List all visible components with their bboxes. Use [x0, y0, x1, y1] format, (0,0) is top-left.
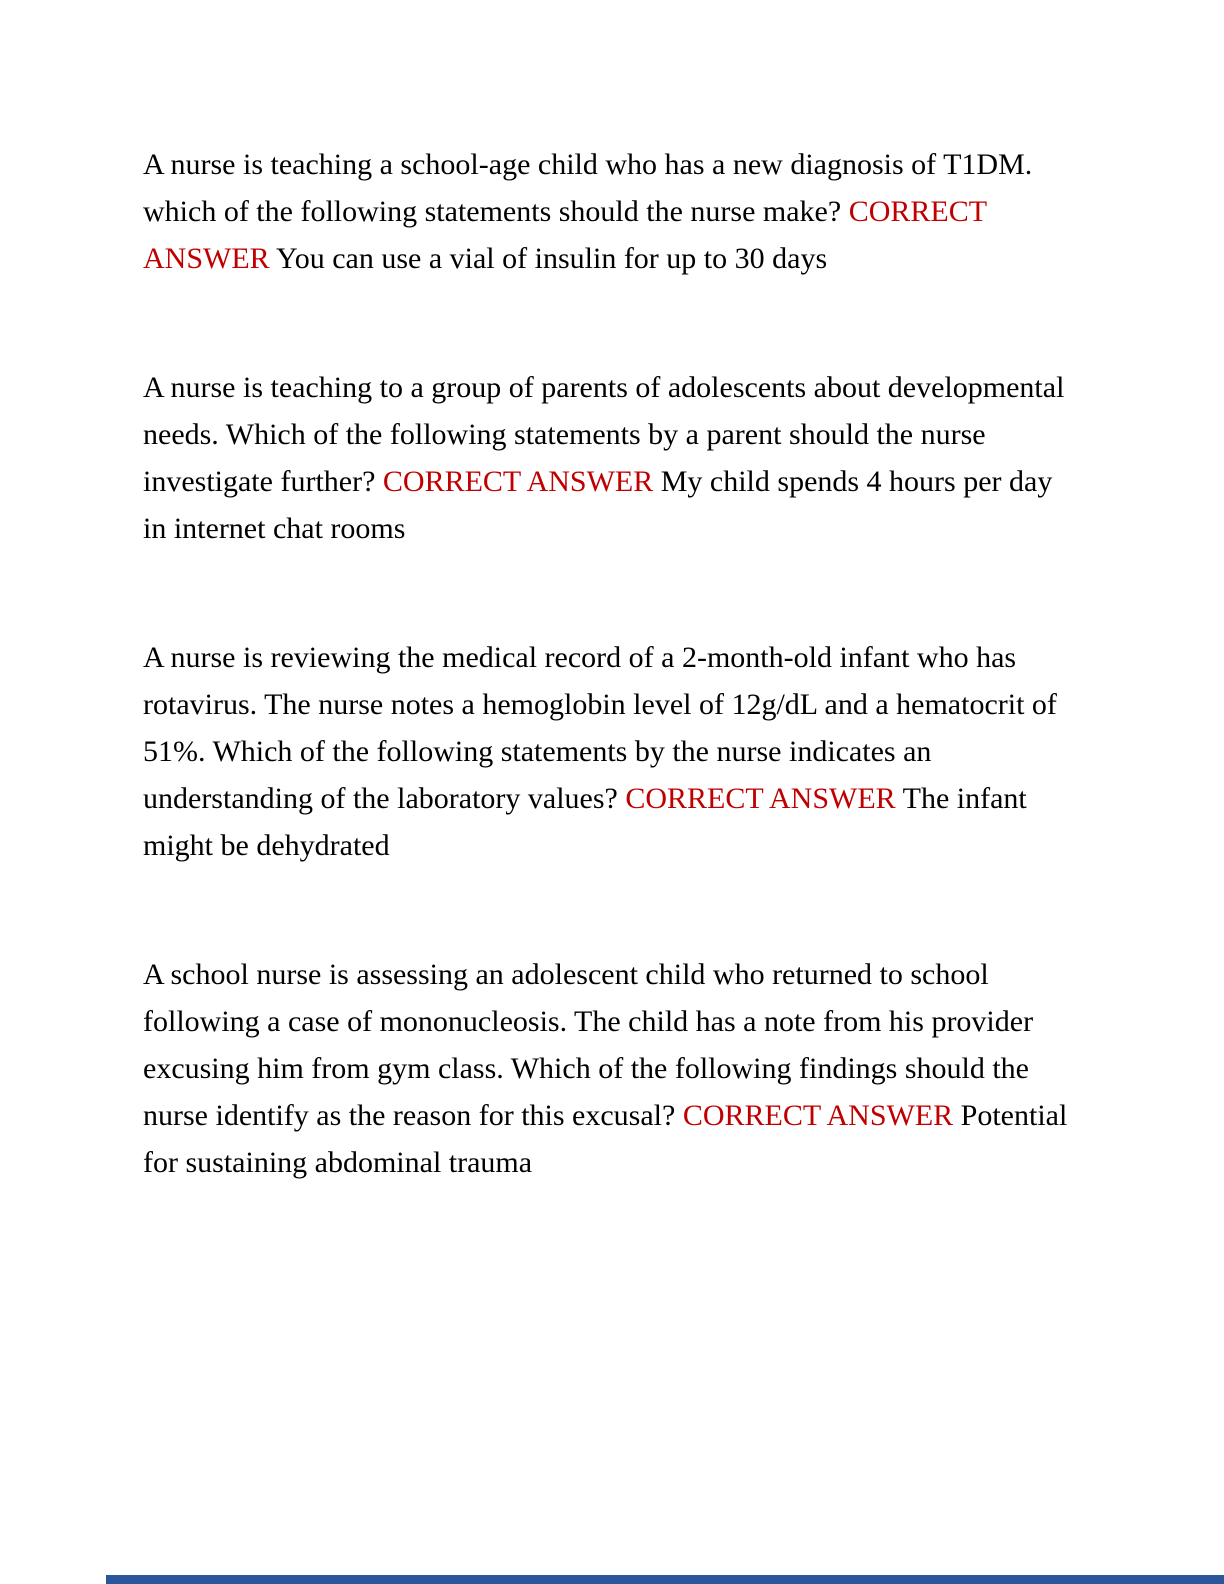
answer-text: You can use a vial of insulin for up to 30 days — [269, 242, 828, 275]
answer-text: Potential for sustaining abdominal trauma — [143, 1099, 1068, 1179]
question-text: A nurse is teaching a school-age child who has a new diagnosis of T1DM. which of the following statements should the nurse make? — [143, 148, 1033, 228]
page-bottom-bar — [106, 1575, 1224, 1584]
correct-answer-label: CORRECT ANSWER — [682, 1099, 954, 1132]
question-text: A nurse is reviewing the medical record of a 2-month-old infant who has rotavirus. The nurse notes a hemoglobin level of 12g/dL and a hematocrit of 51%. Which of the following statements by the nurse indicates an understanding of the laboratory values? — [143, 641, 1057, 815]
document-content — [143, 141, 1081, 1268]
correct-answer-label: CORRECT ANSWER — [143, 195, 987, 275]
answer-text: My child spends 4 hours per day in internet chat rooms — [143, 465, 1053, 545]
qa-paragraph — [143, 634, 1081, 869]
qa-paragraph — [143, 364, 1081, 552]
answer-text: The infant might be dehydrated — [143, 782, 1027, 862]
qa-paragraph — [143, 141, 1081, 282]
qa-paragraph — [143, 951, 1081, 1186]
question-text: A school nurse is assessing an adolescent child who returned to school following a case of mononucleosis. The child has a note from his provider excusing him from gym class. Which of the following findings should the nurse identify as the reason for this excusal? — [143, 958, 1034, 1132]
correct-answer-label: CORRECT ANSWER — [625, 782, 896, 815]
correct-answer-label: CORRECT ANSWER — [382, 465, 654, 498]
question-text: A nurse is teaching to a group of parents of adolescents about developmental needs. Which of the following statements by a parent should the nurse investigate further? — [143, 371, 1065, 498]
